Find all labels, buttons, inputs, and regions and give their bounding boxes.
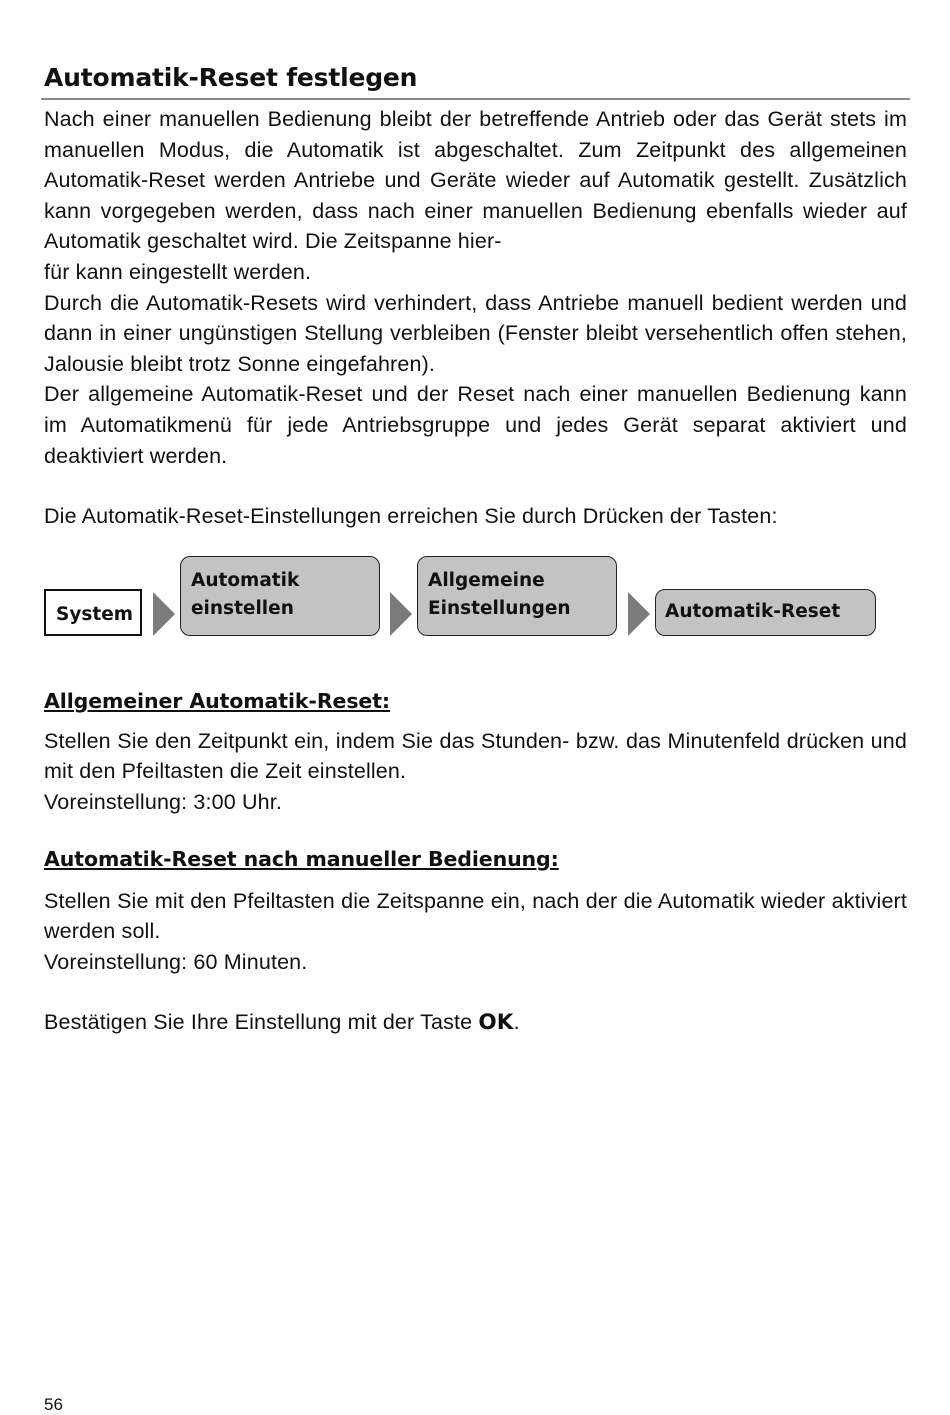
- automatik-reset-label: Automatik-Reset: [665, 600, 841, 622]
- confirm-text: [44, 1007, 907, 1039]
- section-general-text: Stellen Sie den Zeitpunkt ein, indem Sie das Stunden- bzw. das Minutenfeld drücken und mit den Pfeiltasten die Zeit einstellen.: [44, 728, 907, 784]
- section-general-heading: Allgemeiner Automatik-Reset:: [44, 688, 391, 713]
- section-manual-text: Stellen Sie mit den Pfeiltasten die Zeitspanne ein, nach der die Automatik wieder aktiviert werden soll.: [44, 888, 907, 944]
- section-general-default: Voreinstellung: 3:00 Uhr.: [44, 789, 283, 814]
- automatik-reset-key: [655, 589, 876, 636]
- navigation-intro: Die Automatik-Reset-Einstellungen erreichen Sie durch Drücken der Tasten:: [44, 504, 778, 529]
- allgemeine-einstellungen-label-1: Allgemeine: [428, 569, 545, 591]
- arrow-right-icon: [628, 592, 650, 636]
- allgemeine-einstellungen-label-2: Einstellungen: [428, 597, 571, 619]
- system-key: [44, 589, 142, 636]
- automatik-einstellen-key: [180, 556, 380, 636]
- intro-paragraph-2: Durch die Automatik-Resets wird verhindert, dass Antriebe manuell bedient werden und dann in einer ungünstigen Stellung verbleiben (Fenster bleibt versehentlich offen stehen, Jalousie bleibt trotz Sonne eingefahren).: [44, 290, 907, 376]
- arrow-right-icon: [390, 592, 412, 636]
- confirm-text-after: .: [513, 1010, 520, 1035]
- arrow-right-icon: [153, 592, 175, 636]
- section-manual-default: Voreinstellung: 60 Minuten.: [44, 949, 308, 974]
- page-title: Automatik-Reset festlegen: [44, 63, 418, 92]
- ok-key: OK: [478, 1010, 514, 1036]
- intro-paragraph-3: Der allgemeine Automatik-Reset und der Reset nach einer manuellen Bedienung kann im Automatikmenü für jede Antriebsgruppe und jedes Gerät separat aktiviert und deaktiviert werden.: [44, 382, 907, 468]
- intro-paragraph-1: Nach einer manuellen Bedienung bleibt der betreffende Antrieb oder das Gerät stets im manuellen Modus, die Automatik ist abgeschaltet. Zum Zeitpunkt des allgemeinen Automatik-Reset werden Antriebe und Geräte wieder auf Automatik gestellt. Zusätzlich kann vorgegeben werden, dass nach einer manuellen Bedienung ebenfalls wieder auf Automatik geschaltet wird. Die Zeitspanne hier-: [44, 107, 907, 254]
- title-divider: [41, 98, 910, 100]
- intro-paragraph-1-end: für kann eingestellt werden.: [44, 259, 312, 284]
- automatik-einstellen-label-1: Automatik: [191, 569, 300, 591]
- system-key-label: System: [56, 603, 134, 625]
- manual-page: [44, 58, 907, 1039]
- navigation-path: [44, 536, 907, 686]
- allgemeine-einstellungen-key: [417, 556, 617, 636]
- page-number: 56: [44, 1395, 63, 1414]
- confirm-text-before: Bestätigen Sie Ihre Einstellung mit der Taste: [44, 1010, 479, 1035]
- section-manual-heading: Automatik-Reset nach manueller Bedienung:: [44, 846, 559, 871]
- automatik-einstellen-label-2: einstellen: [191, 597, 294, 619]
